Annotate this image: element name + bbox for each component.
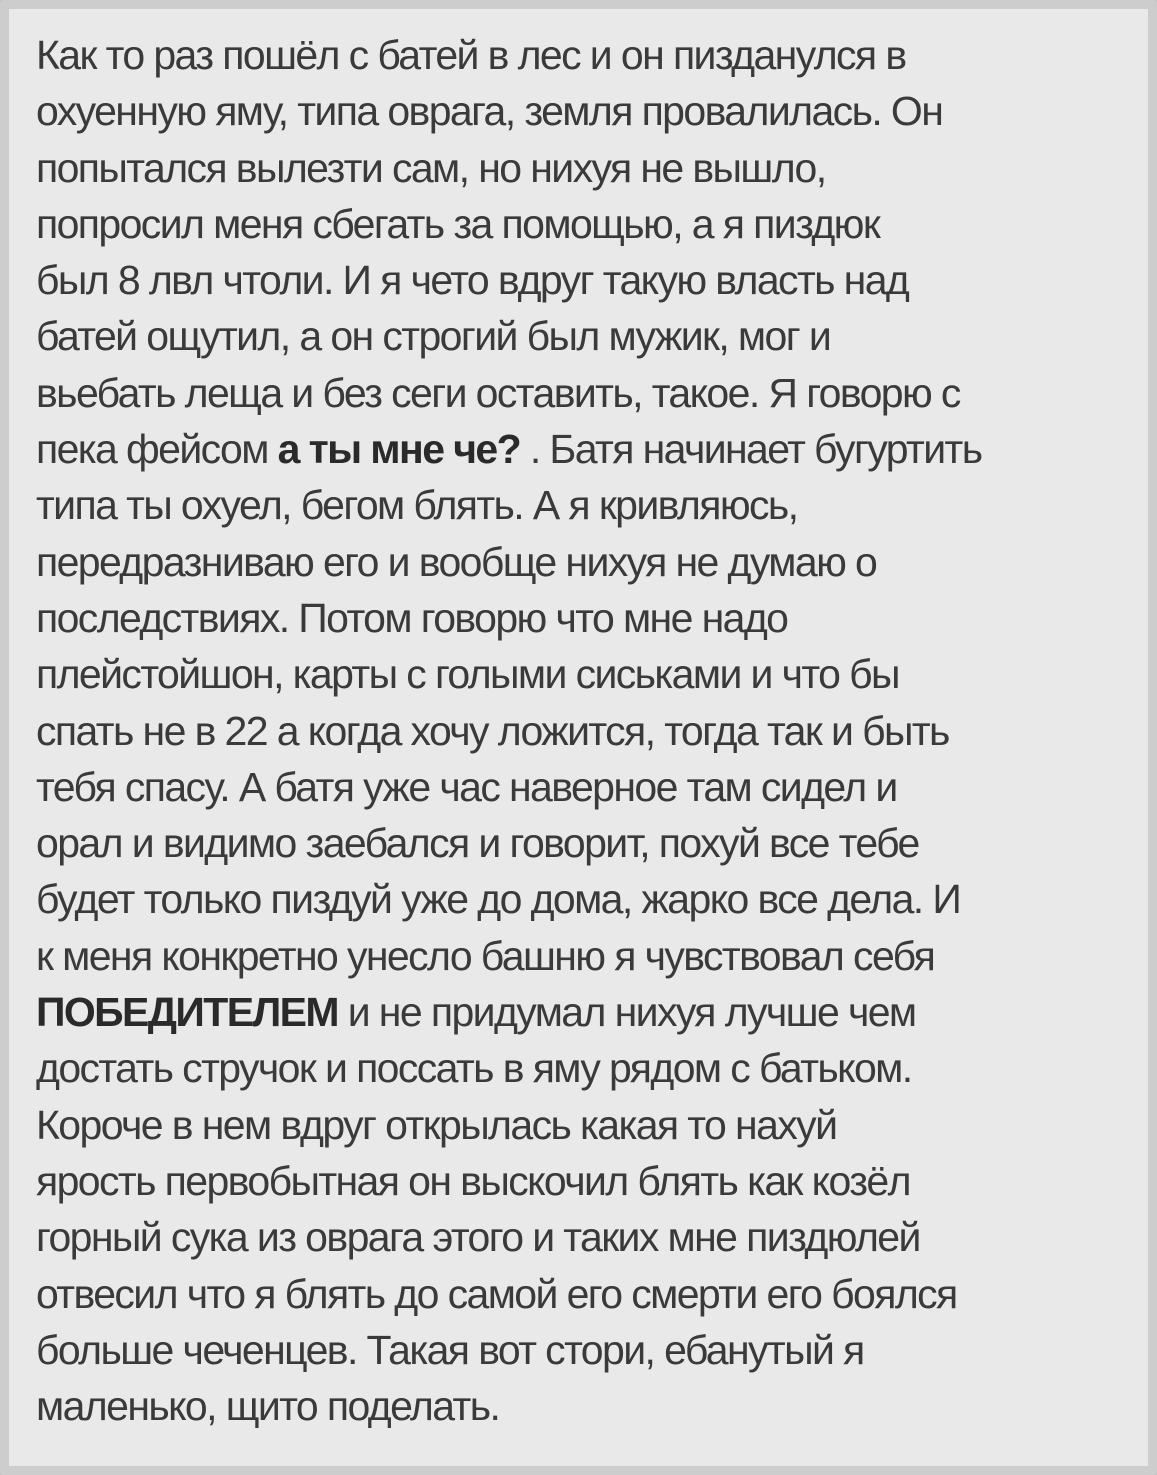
text-line: отвесил что я блять до самой его смерти его боялся [36,1270,957,1317]
text-line: плейстойшон, карты с голыми сиськами и что бы [36,651,899,698]
text-line: был 8 лвл чтоли. И я чето вдруг такую власть над [36,257,909,304]
text-line: ПОБЕДИТЕЛЕМ и не придумал нихуя лучше чем [36,989,916,1036]
text-line: последствиях. Потом говорю что мне надо [36,594,788,641]
text-line: к меня конкретно унесло башню я чувствовал себя [36,932,935,979]
text-line: спать не в 22 а когда хочу ложится, тогда так и быть [36,707,949,754]
text-line: типа ты охуел, бегом блять. А я кривляюсь, [36,482,798,529]
text-line: достать стручок и поссать в яму рядом с батьком. [36,1045,912,1092]
bold-word: ПОБЕДИТЕЛЕМ [36,989,338,1036]
text-line: горный сука из оврага этого и таких мне пиздюлей [36,1214,920,1261]
text-line: охуенную яму, типа оврага, земля провалилась. Он [36,88,943,135]
text-line: больше чеченцев. Такая вот стори, ебанутый я [36,1326,864,1373]
text-line: пека фейсом а ты мне че? . Батя начинает бугуртить [36,426,982,473]
text-line: батей ощутил, а он строгий был мужик, мог и [36,313,831,360]
text-line: передразниваю его и вообще нихуя не думаю о [36,538,877,585]
text-line: Как то раз пошёл с батей в лес и он пизданулся в [36,32,906,78]
text-line: вьебать леща и без сеги оставить, такое. Я говорю с [36,369,960,416]
text-line: тебя спасу. А батя уже час наверное там сидел и [36,763,897,810]
text-line: Короче в нем вдруг открылась какая то нахуй [36,1101,837,1148]
text-line: ярость первобытная он выскочил блять как козёл [36,1157,910,1204]
text-line: орал и видимо заебался и говорит, похуй все тебе [36,820,919,867]
bold-phrase: а ты мне че? [277,426,521,473]
post-text [36,27,1146,1434]
text-line: попытался вылезти сам, но нихуя не вышло, [36,144,826,191]
text-line: попросил меня сбегать за помощью, а я пиздюк [36,200,880,247]
text-line: маленько, щито поделать. [36,1383,500,1430]
text-line: будет только пиздуй уже до дома, жарко все дела. И [36,876,961,923]
